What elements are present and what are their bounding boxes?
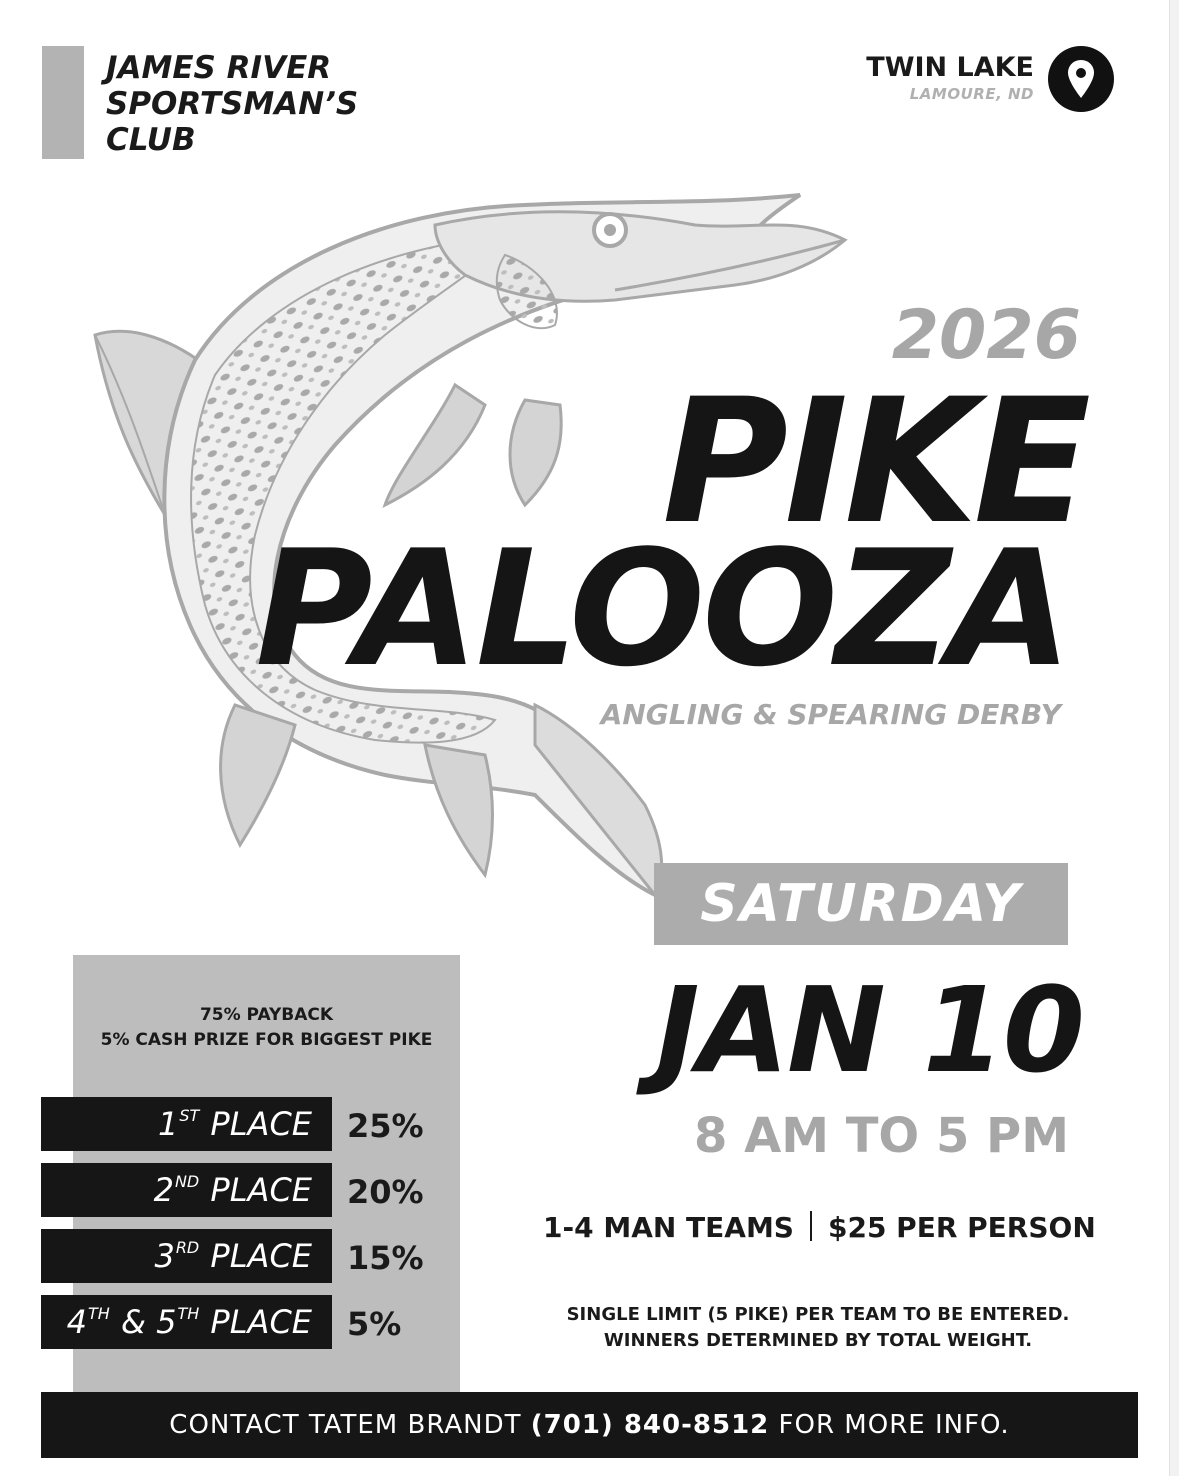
- place-ordinal: ST: [179, 1106, 200, 1125]
- event-title-line1: PIKE: [662, 361, 1087, 562]
- contact-footer: [41, 1392, 1138, 1458]
- event-title-line2: PALOOZA: [255, 515, 1069, 702]
- payback-info: [73, 1003, 460, 1053]
- team-info: [543, 1208, 1103, 1248]
- contact-prefix: CONTACT TATEM BRANDT: [169, 1410, 522, 1440]
- place-suffix: PLACE: [210, 1303, 312, 1341]
- place-row: [41, 1229, 461, 1283]
- event-year: 2026: [891, 296, 1081, 375]
- place-row: [41, 1295, 461, 1349]
- club-name-line: JAMES RIVER: [106, 50, 332, 86]
- place-suffix: PLACE: [210, 1105, 312, 1143]
- page-edge: [1169, 0, 1179, 1476]
- event-date: JAN 10: [655, 961, 1083, 1099]
- club-accent-bar: [42, 46, 84, 159]
- event-time: 8 AM TO 5 PM: [693, 1108, 1069, 1164]
- map-pin-icon: [1048, 46, 1114, 112]
- location: [866, 52, 1034, 104]
- team-size: 1-4 MAN TEAMS: [543, 1211, 794, 1244]
- club-name-line: SPORTSMAN’S: [106, 86, 359, 122]
- contact-suffix: FOR MORE INFO.: [778, 1410, 1010, 1440]
- place-percent: 20%: [347, 1173, 424, 1211]
- event-subtitle: ANGLING & SPEARING DERBY: [600, 698, 1061, 731]
- rules-line: WINNERS DETERMINED BY TOTAL WEIGHT.: [603, 1330, 1033, 1351]
- place-ordinal: ND: [174, 1172, 200, 1191]
- location-name: TWIN LAKE: [866, 52, 1034, 83]
- day-banner: [654, 863, 1068, 945]
- place-ordinal: TH: [177, 1304, 200, 1323]
- rules-line: SINGLE LIMIT (5 PIKE) PER TEAM TO BE ENTERED.: [566, 1304, 1070, 1325]
- place-number: 2: [153, 1171, 174, 1209]
- place-percent: 15%: [347, 1239, 424, 1277]
- place-number: 3: [154, 1237, 175, 1275]
- place-label: [41, 1097, 332, 1151]
- place-row: [41, 1097, 461, 1151]
- place-number: 1: [157, 1105, 179, 1143]
- rules: [548, 1302, 1088, 1354]
- place-percent: 25%: [347, 1107, 424, 1145]
- place-label: [41, 1229, 332, 1283]
- place-label: [41, 1163, 332, 1217]
- place-number: 4: [66, 1303, 87, 1341]
- place-ordinal: TH: [87, 1304, 110, 1323]
- entry-price: $25 PER PERSON: [827, 1211, 1096, 1244]
- place-suffix: PLACE: [210, 1237, 312, 1275]
- place-percent: 5%: [347, 1305, 402, 1343]
- club-name: [106, 50, 426, 158]
- contact-phone: (701) 840-8512: [530, 1410, 770, 1440]
- place-suffix: PLACE: [210, 1171, 312, 1209]
- event-day: SATURDAY: [700, 874, 1022, 934]
- place-ordinal: RD: [175, 1238, 200, 1257]
- club-name-line: CLUB: [106, 122, 196, 158]
- payback-line: 5% CASH PRIZE FOR BIGGEST PIKE: [100, 1030, 433, 1050]
- place-label: [41, 1295, 332, 1349]
- payback-line: 75% PAYBACK: [199, 1005, 334, 1025]
- divider: [810, 1211, 812, 1241]
- place-and: & 5: [120, 1303, 177, 1341]
- place-row: [41, 1163, 461, 1217]
- location-city: LAMOURE, ND: [909, 85, 1034, 103]
